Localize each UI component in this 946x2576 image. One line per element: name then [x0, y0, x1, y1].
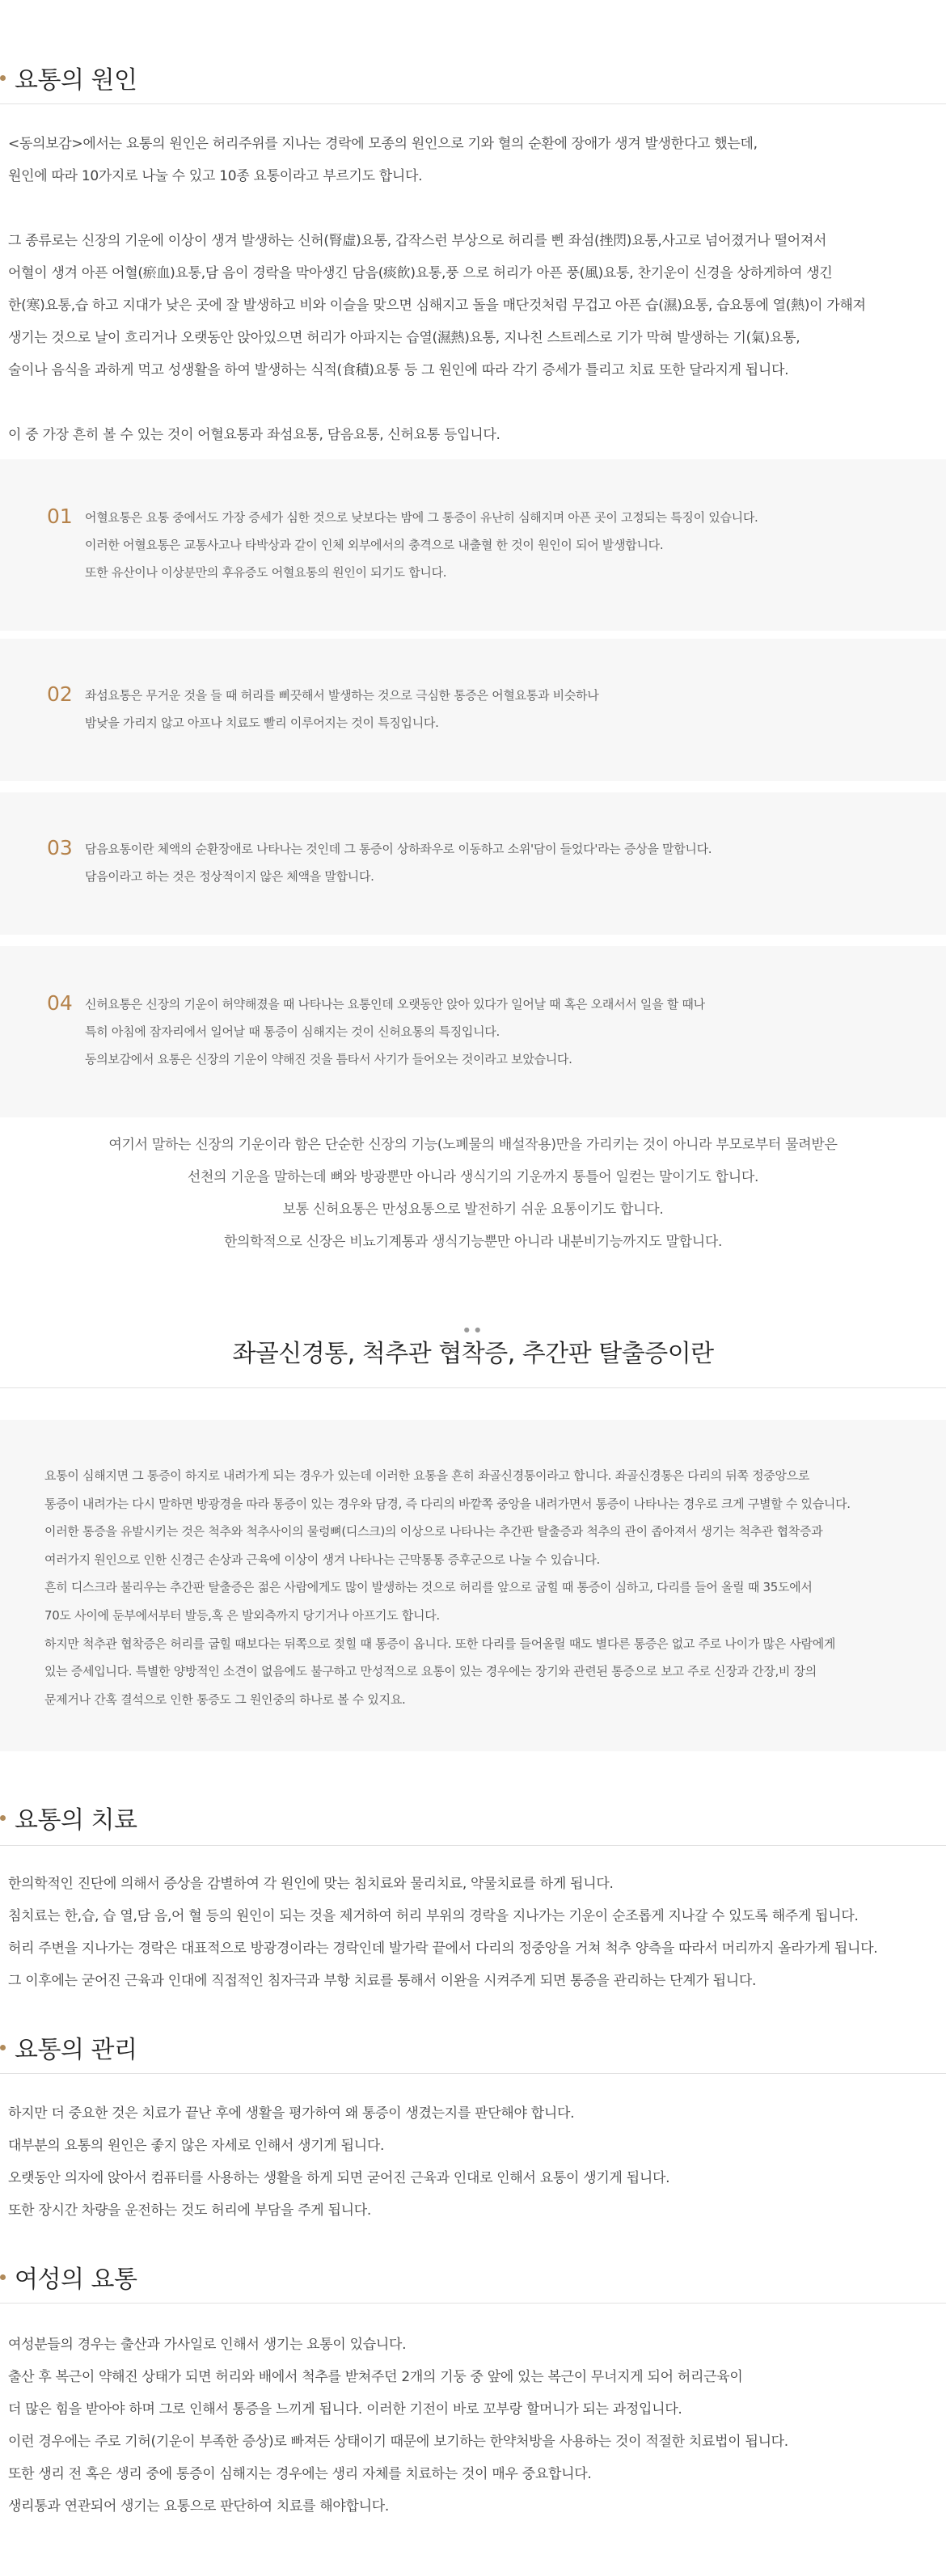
spine-heading-wrap	[0, 1326, 946, 1373]
women-divider	[0, 2303, 946, 2304]
item-lines	[85, 682, 598, 737]
text-line: 70도 사이에 둔부에서부터 발등,혹 은 발외측까지 당기거나 아프기도 합니다.	[44, 1607, 440, 1623]
text-line: 특히 아침에 잠자리에서 일어날 때 통증이 심해지는 것이 신허요통의 특징입니다.	[85, 1024, 500, 1039]
cause-intro	[8, 128, 866, 451]
text-line: 담음이라고 하는 것은 정상적이지 않은 체액을 말합니다.	[85, 869, 374, 884]
text-line: 선천의 기운을 말하는데 뼈와 방광뿐만 아니라 생식기의 기운까지 통틀어 일컫는 말이기도 합니다.	[187, 1169, 759, 1185]
item-number: 02	[47, 682, 73, 706]
text-line: 여러가지 원인으로 인한 신경근 손상과 근육에 이상이 생겨 나타나는 근막통통 증후군으로 나눌 수 있습니다.	[44, 1552, 600, 1567]
text-line: 신허요통은 신장의 기운이 허약해졌을 때 나타나는 요통인데 오랫동안 앉아 있다가 일어날 때 혹은 오래서서 일을 할 때나	[85, 997, 705, 1011]
text-line: 이런 경우에는 주로 기허(기운이 부족한 증상)로 빠져든 상태이기 때문에 보기하는 한약처방을 사용하는 것이 적절한 치료법이 됩니다.	[8, 2434, 788, 2450]
item-lines	[85, 504, 758, 586]
text-line: 여기서 말하는 신장의 기운이라 함은 단순한 신장의 기능(노폐물의 배설작용)만을 가리키는 것이 아니라 부모로부터 물려받은	[108, 1137, 838, 1153]
management-heading-wrap	[0, 2029, 137, 2065]
text-line: 하지만 척추관 협착증은 허리를 굽힐 때보다는 뒤쪽으로 젖힐 때 통증이 옵니다. 또한 다리를 들어올릴 때도 별다른 통증은 없고 주로 나이가 많은 사람에게	[44, 1636, 836, 1651]
text-line: 또한 생리 전 혹은 생리 중에 통증이 심해지는 경우에는 생리 자체를 치료하는 것이 매우 중요합니다.	[8, 2466, 592, 2482]
text-line: 원인에 따라 10가지로 나눌 수 있고 10종 요통이라고 부르기도 합니다.	[8, 168, 423, 184]
text-line: 밤낮을 가리지 않고 아프나 치료도 빨리 이루어지는 것이 특징입니다.	[85, 716, 439, 730]
text-line: 어혈이 생겨 아픈 어혈(瘀血)요통,담 음이 경락을 막아생긴 담음(痰飮)요통,풍 으로 허리가 아픈 풍(風)요통, 찬기운이 신경을 상하게하여 생긴	[8, 265, 833, 281]
text-line: 동의보감에서 요통은 신장의 기운이 약해진 것을 틈타서 사기가 들어오는 것이라고 보았습니다.	[85, 1052, 572, 1066]
management-heading	[0, 2029, 137, 2065]
treatment-divider	[0, 1845, 946, 1846]
management-title: 요통의 관리	[15, 2036, 137, 2064]
heading-bullet-icon	[0, 75, 6, 81]
women-heading	[0, 2259, 137, 2295]
treatment-body	[8, 1868, 877, 1997]
text-line: 오랫동안 의자에 앉아서 컴퓨터를 사용하는 생활을 하게 되면 굳어진 근육과 인대로 인해서 요통이 생기게 됩니다.	[8, 2170, 670, 2186]
treatment-heading-wrap	[0, 1800, 137, 1835]
text-line: 이러한 통증을 유발시키는 것은 척추와 척추사이의 물렁뼈(디스크)의 이상으로 나타나는 추간판 탈출증과 척추의 관이 좁아져서 생기는 척추관 협착증과	[44, 1524, 823, 1539]
item-number: 04	[47, 991, 73, 1015]
text-line: 여성분들의 경우는 출산과 가사일로 인해서 생기는 요통이 있습니다.	[8, 2337, 407, 2353]
text-line: 어혈요통은 요통 중에서도 가장 증세가 심한 것으로 낮보다는 밤에 그 통증이 유난히 심해지며 아픈 곳이 고정되는 특징이 있습니다.	[85, 510, 758, 525]
text-line: 그 이후에는 굳어진 근육과 인대에 직접적인 침자극과 부항 치료를 통해서 이완을 시켜주게 되면 통증을 관리하는 단계가 됩니다.	[8, 1973, 757, 1989]
text-line: 한의학적으로 신장은 비뇨기계통과 생식기능뿐만 아니라 내분비기능까지도 말합니다.	[223, 1234, 723, 1250]
spine-title: 좌골신경통, 척추관 협착증, 추간판 탈출증이란	[232, 1340, 714, 1368]
text-line: 이 중 가장 흔히 볼 수 있는 것이 어혈요통과 좌섬요통, 담음요통, 신허요통 등입니다.	[8, 427, 500, 443]
text-line: 대부분의 요통의 원인은 좋지 않은 자세로 인해서 생기게 됩니다.	[8, 2138, 385, 2154]
cause-item-04	[0, 946, 946, 1117]
text-line: 요통이 심해지면 그 통증이 하지로 내려가게 되는 경우가 있는데 이러한 요통을 흔히 좌골신경통이라고 합니다. 좌골신경통은 다리의 뒤쪽 정중앙으로	[44, 1468, 810, 1483]
item-lines	[85, 835, 712, 890]
text-line: 생기는 것으로 날이 흐리거나 오랫동안 앉아있으면 허리가 아파지는 습열(濕熱)요통, 지나친 스트레스로 기가 막혀 발생하는 기(氣)요통,	[8, 330, 800, 346]
text-line: 흔히 디스크라 불리우는 추간판 탈출증은 젊은 사람에게도 많이 발생하는 것으로 허리를 앞으로 굽힐 때 통증이 심하고, 다리를 들어 올릴 때 35도에서	[44, 1580, 813, 1595]
treatment-title: 요통의 치료	[15, 1806, 137, 1835]
heading-bullet-icon	[0, 2045, 6, 2050]
cause-heading	[0, 60, 137, 95]
cause-title: 요통의 원인	[15, 66, 137, 95]
text-line: 있는 증세입니다. 특별한 양방적인 소견이 없음에도 불구하고 만성적으로 요통이 있는 경우에는 장기와 관련된 통증으로 보고 주로 신장과 간장,비 장의	[44, 1664, 817, 1679]
kidney-note	[0, 1129, 946, 1258]
spine-box	[0, 1420, 946, 1751]
text-line: 보통 신허요통은 만성요통으로 발전하기 쉬운 요통이기도 합니다.	[282, 1201, 664, 1218]
text-line: 더 많은 힘을 받아야 하며 그로 인해서 통증을 느끼게 됩니다. 이러한 기전이 바로 꼬부랑 할머니가 되는 과정입니다.	[8, 2401, 682, 2418]
women-heading-wrap	[0, 2259, 137, 2295]
text-line: 생리통과 연관되어 생기는 요통으로 판단하여 치료를 해야합니다.	[8, 2498, 390, 2515]
text-line: 또한 유산이나 이상분만의 후유증도 어혈요통의 원인이 되기도 합니다.	[85, 565, 447, 580]
cause-heading-wrap	[0, 60, 137, 95]
heading-dots-icon: ● ●	[463, 1326, 483, 1333]
cause-item-01	[0, 459, 946, 631]
text-line: 통증이 내려가는 다시 말하면 방광경을 따라 통증이 있는 경우와 담경, 즉 다리의 바깥쪽 중앙을 내려가면서 통증이 나타나는 경우로 크게 구별할 수 있습니다.	[44, 1496, 851, 1511]
text-line: 출산 후 복근이 약해진 상태가 되면 허리와 배에서 척추를 받쳐주던 2개의 기둥 중 앞에 있는 복근이 무너지게 되어 허리근육이	[8, 2369, 743, 2385]
item-lines	[85, 990, 705, 1073]
text-line: <동의보감>에서는 요통의 원인은 허리주위를 지나는 경락에 모종의 원인으로 기와 혈의 순환에 장애가 생겨 발생한다고 했는데,	[8, 136, 758, 152]
treatment-heading	[0, 1800, 137, 1835]
cause-divider	[0, 103, 946, 104]
cause-item-03	[0, 792, 946, 935]
spine-divider	[0, 1387, 946, 1388]
text-line: 담음요통이란 체액의 순환장애로 나타나는 것인데 그 통증이 상하좌우로 이동하고 소위'담이 들었다'라는 증상을 말합니다.	[85, 842, 712, 856]
text-line: 허리 주변을 지나가는 경락은 대표적으로 방광경이라는 경락인데 발가락 끝에서 다리의 정중앙을 거쳐 척추 양측을 따라서 머리까지 올라가게 됩니다.	[8, 1940, 878, 1957]
text-line: 또한 장시간 차량을 운전하는 것도 허리에 부담을 주게 됩니다.	[8, 2202, 371, 2219]
management-divider	[0, 2073, 946, 2074]
text-line: 그 종류로는 신장의 기운에 이상이 생겨 발생하는 신허(腎虛)요통, 갑작스런 부상으로 허리를 삔 좌섬(挫閃)요통,사고로 넘어졌거나 떨어져서	[8, 233, 827, 249]
text-line: 한(寒)요통,습 하고 지대가 낮은 곳에 잘 발생하고 비와 이슬을 맞으면 심해지고 돌을 매단것처럼 무겁고 아픈 습(濕)요통, 습요통에 열(熱)이 가해져	[8, 298, 866, 314]
text-line: 한의학적인 진단에 의해서 증상을 감별하여 각 원인에 맞는 침치료와 물리치료, 약물치료를 하게 됩니다.	[8, 1876, 614, 1892]
women-title: 여성의 요통	[15, 2266, 137, 2294]
text-line: 침치료는 한,습, 습 열,담 음,어 혈 등의 원인이 되는 것을 제거하여 허리 부위의 경락을 지나가는 기운이 순조롭게 지나갈 수 있도록 해주게 됩니다.	[8, 1908, 859, 1924]
heading-bullet-icon	[0, 2274, 6, 2280]
text-line: 문제거나 간혹 결석으로 인한 통증도 그 원인중의 하나로 볼 수 있지요.	[44, 1691, 406, 1707]
text-line: 이러한 어혈요통은 교통사고나 타박상과 같이 인체 외부에서의 충격으로 내출혈 한 것이 원인이 되어 발생합니다.	[85, 538, 664, 552]
management-body	[8, 2097, 669, 2227]
item-number: 01	[47, 505, 73, 528]
text-line: 술이나 음식을 과하게 먹고 성생활을 하여 발생하는 식적(食積)요통 등 그 원인에 따라 각기 증세가 틀리고 치료 또한 달라지게 됩니다.	[8, 362, 789, 378]
cause-item-02	[0, 639, 946, 781]
heading-bullet-icon	[0, 1815, 6, 1821]
spine-lines	[44, 1462, 851, 1713]
text-line: 하지만 더 중요한 것은 치료가 끝난 후에 생활을 평가하여 왜 통증이 생겼는지를 판단해야 합니다.	[8, 2105, 575, 2122]
item-number: 03	[47, 836, 73, 859]
women-body	[8, 2329, 788, 2523]
text-line: 좌섬요통은 무거운 것을 들 때 허리를 삐끗해서 발생하는 것으로 극심한 통증은 어혈요통과 비슷하나	[85, 688, 599, 703]
